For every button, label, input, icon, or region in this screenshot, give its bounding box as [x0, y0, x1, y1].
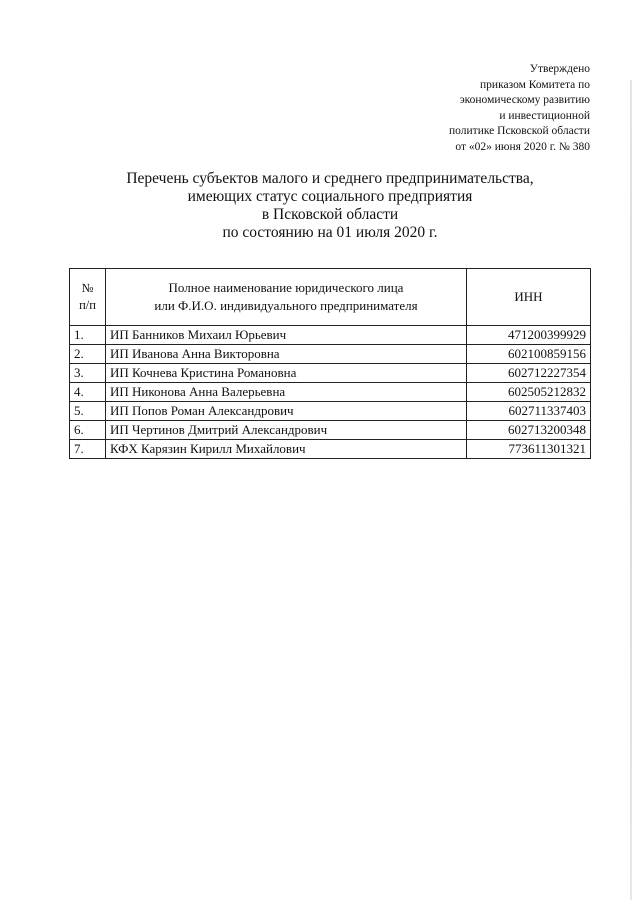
- approval-line: приказом Комитета по: [480, 78, 590, 91]
- document-title: [60, 170, 600, 242]
- header-number-line1: №: [81, 281, 94, 295]
- row-number: 4.: [70, 383, 106, 402]
- table-row: [70, 421, 591, 440]
- row-inn: 602712227354: [467, 364, 591, 383]
- row-name: КФХ Карязин Кирилл Михайлович: [106, 440, 467, 459]
- row-name: ИП Банников Михаил Юрьевич: [106, 326, 467, 345]
- row-name: ИП Иванова Анна Викторовна: [106, 345, 467, 364]
- table-row: [70, 383, 591, 402]
- header-inn: ИНН: [467, 269, 591, 326]
- title-line: имеющих статус социального предприятия: [187, 188, 473, 205]
- table-row: [70, 364, 591, 383]
- table-row: [70, 326, 591, 345]
- approval-line: экономическому развитию: [459, 94, 590, 107]
- enterprise-table: [69, 268, 591, 459]
- row-name: ИП Никонова Анна Валерьевна: [106, 383, 467, 402]
- approval-line: Утверждено: [529, 63, 590, 75]
- row-number: 5.: [70, 402, 106, 421]
- title-line: в Псковской области: [261, 206, 399, 223]
- row-inn: 602711337403: [467, 402, 591, 421]
- table-row: [70, 440, 591, 459]
- title-line: Перечень субъектов малого и среднего предпринимательства,: [126, 170, 534, 187]
- table-row: [70, 402, 591, 421]
- scan-edge-shadow: [630, 80, 632, 900]
- row-name: ИП Чертинов Дмитрий Александрович: [106, 421, 467, 440]
- table-header-row: [70, 269, 591, 326]
- row-number: 3.: [70, 364, 106, 383]
- row-inn: 602713200348: [467, 421, 591, 440]
- table-row: [70, 345, 591, 364]
- row-inn: 602100859156: [467, 345, 591, 364]
- header-name-line1: Полное наименование юридического лица: [168, 280, 404, 295]
- row-number: 2.: [70, 345, 106, 364]
- row-inn: 602505212832: [467, 383, 591, 402]
- row-name: ИП Кочнева Кристина Романовна: [106, 364, 467, 383]
- approval-line: и инвестиционной: [499, 109, 590, 122]
- header-number: [70, 269, 106, 326]
- row-number: 1.: [70, 326, 106, 345]
- header-number-line2: п/п: [79, 298, 96, 312]
- approval-stamp: [449, 62, 590, 156]
- title-line: по состоянию на 01 июля 2020 г.: [222, 224, 438, 241]
- row-inn: 471200399929: [467, 326, 591, 345]
- row-number: 6.: [70, 421, 106, 440]
- row-name: ИП Попов Роман Александрович: [106, 402, 467, 421]
- row-number: 7.: [70, 440, 106, 459]
- row-inn: 773611301321: [467, 440, 591, 459]
- approval-line: политике Псковской области: [449, 125, 590, 138]
- approval-line: от «02» июня 2020 г. № 380: [455, 140, 590, 153]
- header-name-line2: или Ф.И.О. индивидуального предпринимателя: [154, 298, 418, 313]
- header-name: [106, 269, 467, 326]
